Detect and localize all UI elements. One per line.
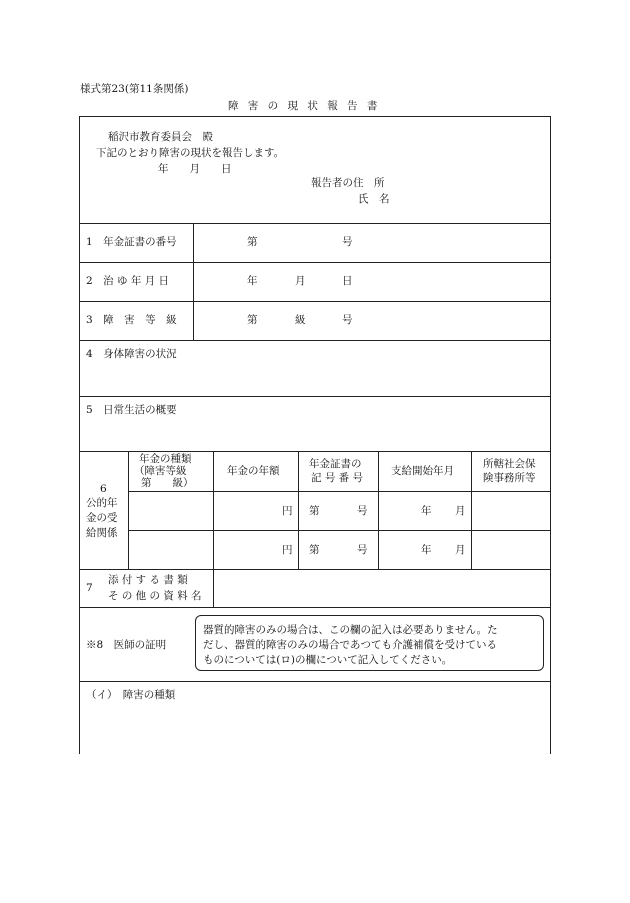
frame-top — [79, 116, 551, 117]
cure-date-label: 2 治 ゆ 年 月 日 — [86, 275, 170, 287]
divider — [79, 607, 551, 608]
doctor-note-line-3: ものについては(ロ)の欄について記入してください。 — [203, 654, 453, 666]
statement: 下記のとおり障害の現状を報告します。 — [96, 147, 285, 159]
divider — [79, 681, 551, 682]
pension-cert-no-suffix: 号 — [342, 236, 353, 248]
frame-left — [79, 116, 80, 754]
pension-side-label-1: 公的年 — [86, 497, 118, 509]
pension-row-yen: 円 — [282, 505, 293, 517]
divider — [79, 301, 551, 302]
grade-prefix: 第 — [247, 314, 258, 326]
pension-col-divider — [213, 451, 214, 569]
header-start-month: 支給開始年月 — [391, 465, 454, 477]
divider — [79, 223, 551, 224]
pension-side-number: 6 — [100, 483, 107, 495]
divider — [79, 340, 551, 341]
cure-day: 日 — [342, 275, 353, 287]
cure-month: 月 — [295, 275, 306, 287]
header-cert-no-2: 記 号 番 号 — [311, 472, 364, 484]
attachments-divider — [213, 569, 214, 607]
divider — [79, 262, 551, 263]
grade-suffix: 号 — [342, 314, 353, 326]
pension-cert-no-prefix: 第 — [247, 236, 258, 248]
pension-side-divider — [128, 451, 129, 569]
doctor-cert-label: ※8 医師の証明 — [86, 639, 167, 651]
pension-col-divider — [378, 451, 379, 569]
form-number: 様式第23(第11条関係) — [80, 83, 189, 95]
doctor-note-line-1: 器質的障害のみの場合は、この欄の記入は必要ありません。た — [203, 624, 498, 636]
pension-row-dai: 第 — [309, 505, 320, 517]
physical-condition-label: 4 身体障害の状況 — [86, 348, 177, 360]
pension-row-year: 年 — [421, 505, 432, 517]
header-office-1: 所轄社会保 — [483, 458, 536, 470]
attachments-number: 7 — [86, 582, 93, 594]
cure-year: 年 — [247, 275, 258, 287]
attachments-label-2: そ の 他 の 資 料 名 — [108, 590, 202, 602]
doctor-note-line-2: だし、器質的障害のみの場合であつても介護補償を受けている — [203, 639, 497, 651]
header-cert-no-1: 年金証書の — [309, 458, 362, 470]
pension-row-month: 月 — [455, 505, 466, 517]
pension-row-go: 号 — [357, 505, 368, 517]
pension-col-divider — [298, 451, 299, 569]
header-pension-type-1: 年金の種類 — [139, 453, 192, 465]
header-pension-type-2: （障害等級 — [134, 465, 187, 477]
grade-label: 3 障 害 等 級 — [86, 314, 177, 326]
pension-row-divider — [128, 530, 551, 531]
disability-type-label: （イ） 障害の種類 — [86, 689, 176, 701]
pension-row-go: 号 — [357, 544, 368, 556]
divider — [79, 451, 551, 452]
pension-row-month: 月 — [455, 544, 466, 556]
grade-middle: 級 — [295, 314, 306, 326]
pension-side-label-3: 給関係 — [86, 527, 118, 539]
frame-right — [550, 116, 551, 754]
attachments-label-1: 添 付 す る 書 類 — [108, 574, 188, 586]
divider — [79, 569, 551, 570]
reporter-name-label: 氏 名 — [358, 193, 390, 205]
daily-life-label: 5 日常生活の概要 — [86, 404, 177, 416]
page-title: 障 害 の 現 状 報 告 書 — [228, 100, 381, 112]
pension-side-label-2: 金の受 — [86, 512, 118, 524]
addressee: 稲沢市教育委員会 殿 — [108, 131, 213, 143]
pension-header-divider — [128, 491, 551, 492]
label-column-divider — [193, 223, 194, 340]
header-pension-type-3: 第 級） — [141, 477, 194, 489]
pension-col-divider — [471, 451, 472, 569]
header-annual-amount: 年金の年額 — [227, 465, 280, 477]
reporter-address-label: 報告者の住 所 — [311, 177, 385, 189]
header-office-2: 険事務所等 — [483, 472, 536, 484]
pension-row-dai: 第 — [309, 544, 320, 556]
pension-cert-no-label: 1 年金証書の番号 — [86, 236, 177, 248]
pension-row-year: 年 — [421, 544, 432, 556]
pension-row-yen: 円 — [282, 544, 293, 556]
report-date: 年 月 日 — [158, 163, 232, 175]
divider — [79, 396, 551, 397]
